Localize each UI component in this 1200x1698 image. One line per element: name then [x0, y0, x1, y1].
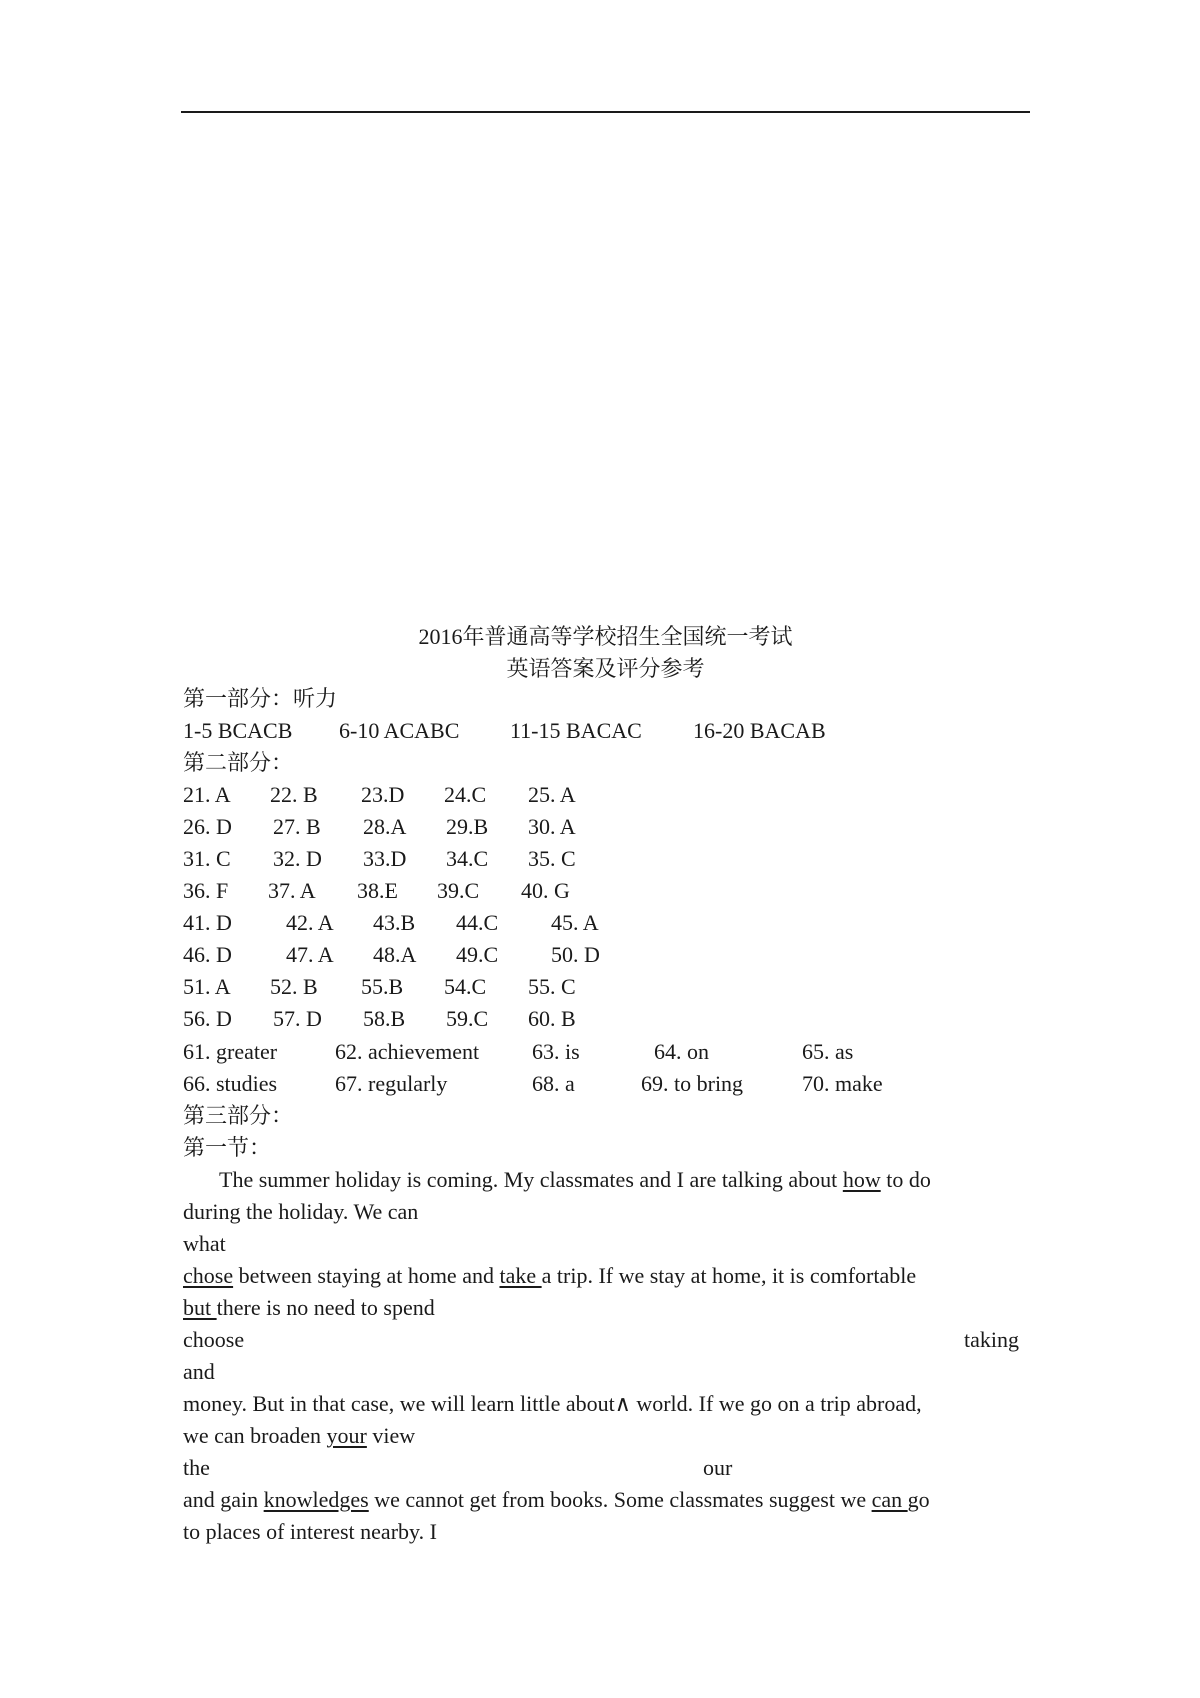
answer-item: 46. D: [183, 942, 232, 967]
answer-item: 41. D: [183, 910, 232, 935]
answer-item: 64. on: [654, 1039, 709, 1064]
essay-line: to places of interest nearby. I: [183, 1519, 437, 1544]
answer-item: 31. C: [183, 846, 231, 871]
answer-item: 26. D: [183, 814, 232, 839]
essay-line: The summer holiday is coming. My classmates and I are talking about how to do: [219, 1167, 931, 1192]
answer-item: 35. C: [528, 846, 576, 871]
answer-item: 54.C: [444, 974, 487, 999]
answer-item: 36. F: [183, 878, 229, 903]
answer-item: 60. B: [528, 1006, 576, 1031]
answer-item: 63. is: [532, 1039, 580, 1064]
answer-item: 52. B: [270, 974, 318, 999]
answer-item: 21. A: [183, 782, 231, 807]
answer-item: 39.C: [437, 878, 480, 903]
essay-line: and gain knowledges we cannot get from books. Some classmates suggest we can go: [183, 1487, 930, 1512]
answer-item: 25. A: [528, 782, 576, 807]
answer-item: 44.C: [456, 910, 499, 935]
answer-item: 68. a: [532, 1071, 575, 1096]
marked-word: but: [183, 1295, 217, 1320]
answer-item: 70. make: [802, 1071, 883, 1096]
answer-item: 61. greater: [183, 1039, 278, 1064]
answer-item: 65. as: [802, 1039, 854, 1064]
answer-group: 6-10 ACABC: [339, 718, 460, 743]
answer-item: 62. achievement: [335, 1039, 480, 1064]
correction-text: choose: [183, 1327, 245, 1352]
answer-item: 59.C: [446, 1006, 489, 1031]
answer-item: 51. A: [183, 974, 231, 999]
marked-word: take: [499, 1263, 542, 1288]
section1-heading: 第一节：: [183, 1135, 272, 1160]
answer-item: 34.C: [446, 846, 489, 871]
answer-item: 22. B: [270, 782, 318, 807]
answer-item: 47. A: [286, 942, 334, 967]
page-title: 2016年普通高等学校招生全国统一考试: [418, 624, 793, 649]
answer-item: 48.A: [373, 942, 417, 967]
answer-item: 49.C: [456, 942, 499, 967]
answer-item: 33.D: [363, 846, 407, 871]
marked-word: knowledges: [263, 1487, 369, 1512]
answer-item: 57. D: [273, 1006, 322, 1031]
essay-line: during the holiday. We can: [183, 1199, 419, 1224]
correction-text: the: [183, 1455, 210, 1480]
answer-item: 38.E: [357, 878, 398, 903]
part1-heading: 第一部分：听力: [183, 686, 338, 711]
answer-item: 29.B: [446, 814, 489, 839]
answer-item: 66. studies: [183, 1071, 278, 1096]
correction-text: and: [183, 1359, 215, 1384]
correction-text: our: [703, 1455, 733, 1480]
answer-item: 69. to bring: [641, 1071, 744, 1096]
answer-group: 11-15 BACAC: [510, 718, 642, 743]
answer-item: 42. A: [286, 910, 334, 935]
answer-group: 16-20 BACAB: [693, 718, 826, 743]
correction-text: taking: [964, 1327, 1019, 1352]
page-subtitle: 英语答案及评分参考: [506, 656, 705, 681]
answer-item: 67. regularly: [335, 1071, 448, 1096]
answer-item: 37. A: [268, 878, 316, 903]
correction-text: what: [183, 1231, 226, 1256]
answer-item: 30. A: [528, 814, 576, 839]
answer-item: 23.D: [361, 782, 405, 807]
answer-item: 27. B: [273, 814, 321, 839]
part3-heading: 第三部分：: [183, 1103, 294, 1128]
essay-line: chose between staying at home and take a trip. If we stay at home, it is comfortable: [183, 1263, 917, 1288]
answer-item: 32. D: [273, 846, 322, 871]
answer-item: 28.A: [363, 814, 407, 839]
header-rule: [181, 111, 1030, 113]
answer-group: 1-5 BCACB: [183, 718, 293, 743]
answer-item: 50. D: [551, 942, 600, 967]
answer-item: 58.B: [363, 1006, 406, 1031]
answer-item: 40. G: [521, 878, 570, 903]
answer-item: 45. A: [551, 910, 599, 935]
answer-item: 43.B: [373, 910, 416, 935]
essay-line: but there is no need to spend: [183, 1295, 435, 1320]
answer-item: 24.C: [444, 782, 487, 807]
marked-word: your: [326, 1423, 367, 1448]
answer-item: 55. C: [528, 974, 576, 999]
answer-item: 56. D: [183, 1006, 232, 1031]
essay-line: we can broaden your view: [183, 1423, 416, 1448]
marked-word: can: [871, 1487, 908, 1512]
essay-line: money. But in that case, we will learn little about∧ world. If we go on a trip abroad,: [183, 1391, 922, 1416]
marked-word: chose: [183, 1263, 234, 1288]
answer-item: 55.B: [361, 974, 404, 999]
marked-word: how: [842, 1167, 881, 1192]
part2-heading: 第二部分：: [183, 750, 294, 775]
